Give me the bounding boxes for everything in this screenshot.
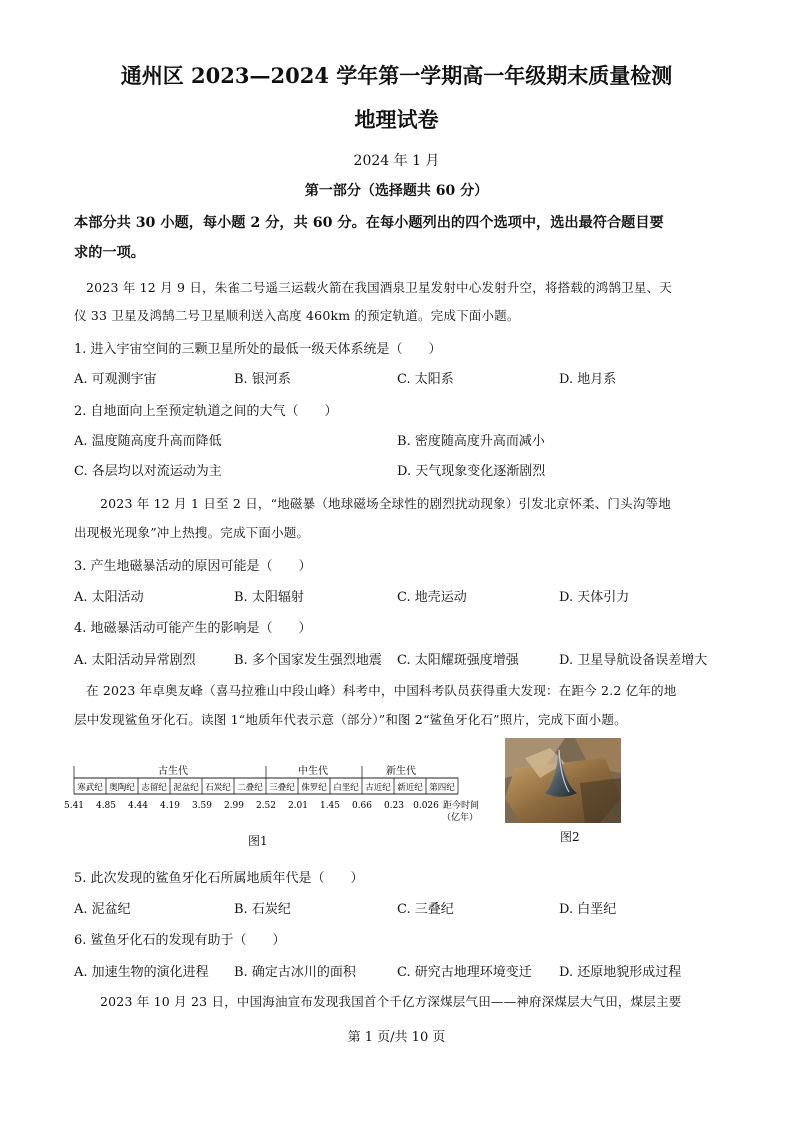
q4-option-d[interactable]: D. 卫星导航设备误差增大 — [559, 653, 708, 668]
tick-label: 4.85 — [95, 801, 117, 811]
tick-label: 2.01 — [287, 801, 309, 811]
q5-option-d[interactable]: D. 白垩纪 — [559, 902, 617, 917]
tick-label: 2.99 — [223, 801, 245, 811]
tick-label: 1.45 — [319, 801, 341, 811]
figure2-caption: 图2 — [560, 830, 580, 844]
q3-option-b[interactable]: B. 太阳辐射 — [234, 590, 304, 605]
tick-label: 2.52 — [255, 801, 277, 811]
period-label: 奥陶纪 — [109, 783, 135, 793]
q6-option-d[interactable]: D. 还原地貌形成过程 — [559, 965, 682, 980]
q1-option-a[interactable]: A. 可观测宇宙 — [74, 372, 157, 387]
q1-option-b[interactable]: B. 银河系 — [234, 372, 291, 387]
question-2-stem: 2. 自地面向上至预定轨道之间的大气（ ） — [74, 404, 338, 419]
section-instructions-line1: 本部分共 30 小题，每小题 2 分，共 60 分。在每小题列出的四个选项中，选出最符合题目要 — [74, 215, 664, 231]
tick-label: 0.026 — [413, 801, 439, 811]
passage3-line2: 层中发现鲨鱼牙化石。读图 1“地质年代表示意（部分）”和图 2“鲨鱼牙化石”照片，完成下面小题。 — [74, 712, 627, 727]
tick-label: 5.41 — [63, 801, 85, 811]
exam-date: 2024 年 1 月 — [353, 153, 440, 169]
passage1-line2: 仪 33 卫星及鸿鹄二号卫星顺利送入高度 460km 的预定轨道。完成下面小题。 — [74, 308, 520, 323]
passage2-line1: 2023 年 12 月 1 日至 2 日，“地磁暴（地球磁场全球性的剧烈扰动现象）引发北京怀柔、门头沟等地 — [100, 496, 671, 511]
passage2-line2: 出现极光现象”冲上热搜。完成下面小题。 — [74, 525, 310, 540]
question-1-stem: 1. 进入宇宙空间的三颗卫星所处的最低一级天体系统是（ ） — [74, 342, 442, 357]
subject-title: 地理试卷 — [354, 107, 439, 132]
era-label-cenozoic: 新生代 — [386, 766, 416, 777]
question-5-stem: 5. 此次发现的鲨鱼牙化石所属地质年代是（ ） — [74, 871, 364, 886]
question-4-stem: 4. 地磁暴活动可能产生的影响是（ ） — [74, 621, 312, 636]
axis-unit: （亿年） — [442, 813, 479, 823]
passage4-line1: 2023 年 10 月 23 日，中国海油宣布发现我国首个千亿方深煤层气田——神府深煤层大气田，煤层主要 — [100, 994, 682, 1009]
shark-tooth-fossil-photo — [505, 738, 621, 823]
period-label: 泥盆纪 — [173, 783, 199, 793]
period-label: 三叠纪 — [269, 783, 295, 793]
q3-option-d[interactable]: D. 天体引力 — [559, 590, 630, 605]
q2-option-b[interactable]: B. 密度随高度升高而减小 — [397, 434, 545, 449]
q4-option-b[interactable]: B. 多个国家发生强烈地震 — [234, 653, 382, 668]
period-label: 侏罗纪 — [301, 783, 327, 793]
q5-option-a[interactable]: A. 泥盆纪 — [74, 902, 131, 917]
axis-label: 距今时间 — [443, 801, 480, 811]
passage1-line1: 2023 年 12 月 9 日，朱雀二号遥三运载火箭在我国酒泉卫星发射中心发射升空，将搭载的鸿鹄卫星、天 — [86, 280, 672, 295]
period-label: 志留纪 — [141, 783, 167, 793]
era-label-paleozoic: 古生代 — [158, 766, 188, 777]
tick-label: 4.44 — [127, 801, 149, 811]
period-label: 寒武纪 — [77, 783, 103, 793]
exam-title: 通州区 2023—2024 学年第一学期高一年级期末质量检测 — [120, 63, 673, 88]
q3-option-a[interactable]: A. 太阳活动 — [74, 590, 144, 605]
passage3-line1: 在 2023 年卓奥友峰（喜马拉雅山中段山峰）科考中，中国科考队员获得重大发现：在距今 2.2 亿年的地 — [86, 683, 677, 698]
period-label: 二叠纪 — [237, 783, 263, 793]
tick-label: 4.19 — [159, 801, 181, 811]
shark-tooth-fossil-image — [505, 738, 621, 823]
q5-option-c[interactable]: C. 三叠纪 — [397, 902, 454, 917]
q2-option-d[interactable]: D. 天气现象变化逐渐剧烈 — [397, 464, 546, 479]
period-label: 石炭纪 — [205, 783, 231, 793]
q6-option-c[interactable]: C. 研究古地理环境变迁 — [397, 965, 532, 980]
question-6-stem: 6. 鲨鱼牙化石的发现有助于（ ） — [74, 933, 286, 948]
era-label-mesozoic: 中生代 — [298, 766, 328, 777]
q5-option-b[interactable]: B. 石炭纪 — [234, 902, 291, 917]
tick-label: 3.59 — [191, 801, 213, 811]
section-heading: 第一部分（选择题共 60 分） — [304, 183, 489, 199]
period-label: 古近纪 — [365, 783, 391, 793]
q3-option-c[interactable]: C. 地壳运动 — [397, 590, 467, 605]
q2-option-a[interactable]: A. 温度随高度升高而降低 — [74, 434, 222, 449]
q6-option-b[interactable]: B. 确定古冰川的面积 — [234, 965, 356, 980]
q1-option-d[interactable]: D. 地月系 — [559, 372, 617, 387]
tick-label: 0.66 — [351, 801, 373, 811]
question-3-stem: 3. 产生地磁暴活动的原因可能是（ ） — [74, 559, 312, 574]
q1-option-c[interactable]: C. 太阳系 — [397, 372, 454, 387]
page-number: 第 1 页/共 10 页 — [347, 1030, 446, 1045]
period-label: 白垩纪 — [333, 783, 359, 793]
q4-option-a[interactable]: A. 太阳活动异常剧烈 — [74, 653, 196, 668]
q4-option-c[interactable]: C. 太阳耀斑强度增强 — [397, 653, 519, 668]
period-label: 第四纪 — [429, 783, 455, 793]
q6-option-a[interactable]: A. 加速生物的演化进程 — [74, 965, 209, 980]
geologic-timeline-svg — [63, 760, 490, 830]
period-label: 新近纪 — [397, 783, 423, 793]
tick-label: 0.23 — [383, 801, 405, 811]
section-instructions-line2: 求的一项。 — [74, 245, 145, 261]
figure1-caption: 图1 — [248, 834, 268, 848]
geologic-timeline-figure — [63, 760, 490, 830]
q2-option-c[interactable]: C. 各层均以对流运动为主 — [74, 464, 222, 479]
